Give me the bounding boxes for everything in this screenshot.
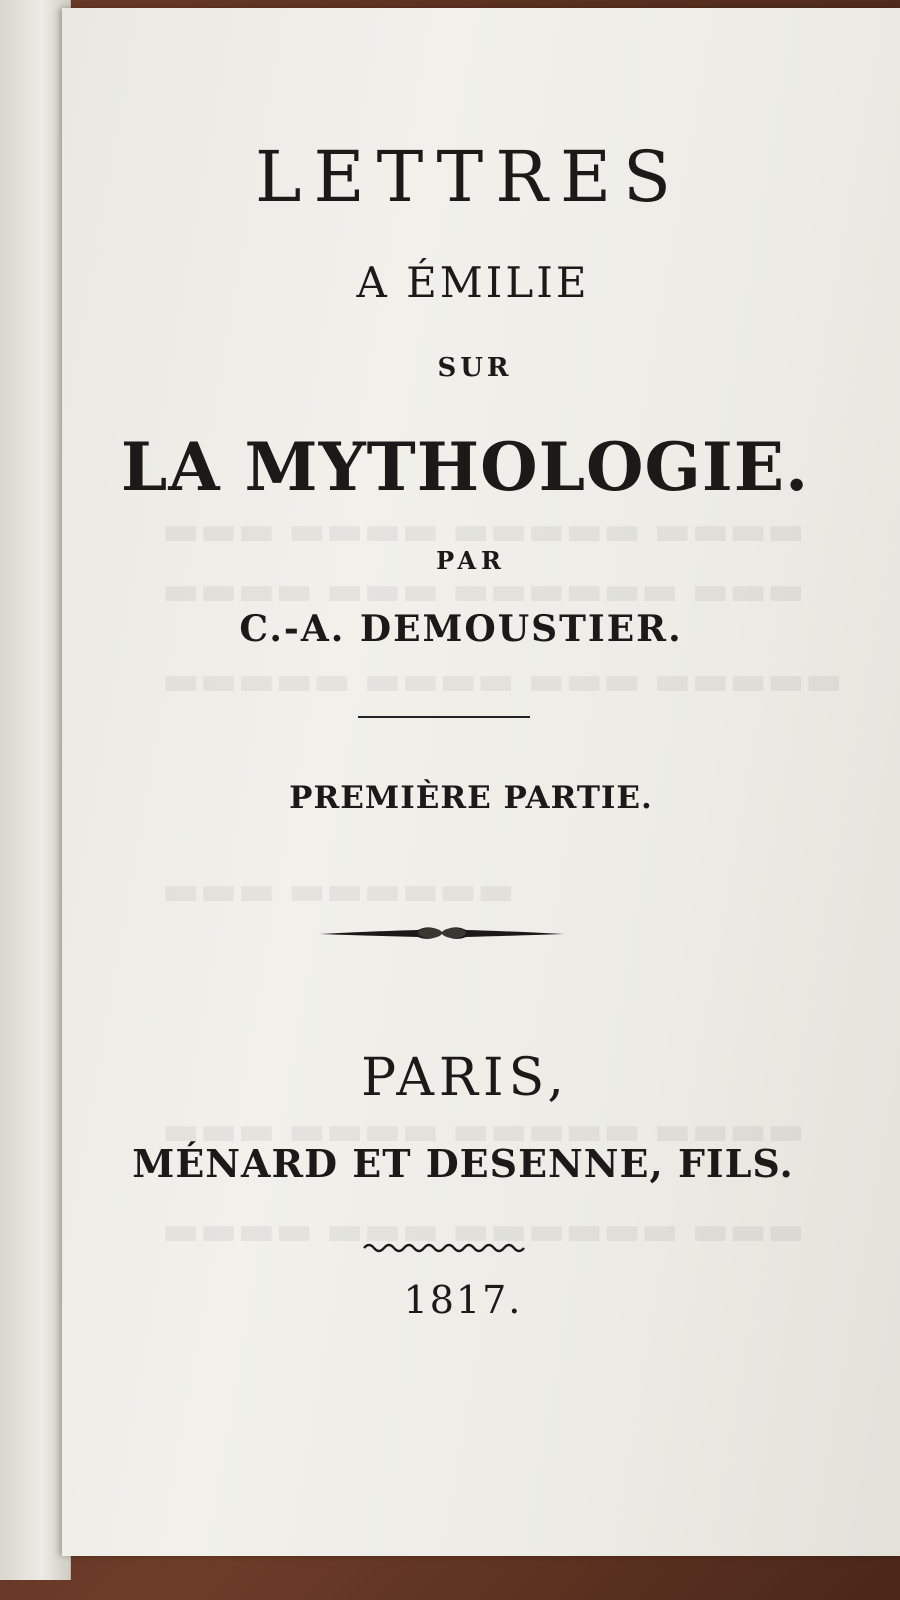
bleed-through-texture: ▬▬▬▬▬ ▬▬▬▬ ▬▬▬ ▬▬▬▬▬ <box>162 658 843 704</box>
title-line-lettres: LETTRES <box>254 136 684 218</box>
bleed-through-texture: ▬▬▬▬ ▬▬▬ ▬▬▬▬▬▬ ▬▬▬ <box>162 568 805 614</box>
title-page <box>62 8 900 1556</box>
wavy-rule-icon <box>362 1240 530 1254</box>
imprint-city: PARIS, <box>361 1048 569 1108</box>
byline-par: PAR <box>436 546 506 575</box>
printers-ornament-icon <box>318 918 566 946</box>
bleed-through-texture: ▬▬▬▬ ▬▬▬ ▬▬▬▬▬▬ ▬▬▬ <box>162 1208 805 1254</box>
title-line-sur: SUR <box>437 353 513 383</box>
imprint-year: 1817. <box>403 1278 523 1322</box>
imprint-publisher: MÉNARD ET DESENNE, FILS. <box>132 1141 794 1186</box>
facing-page-edge <box>0 0 71 1580</box>
bleed-through-texture: ▬▬▬ ▬▬▬▬ ▬▬▬▬▬ ▬▬▬▬ <box>162 508 805 554</box>
part-heading: PREMIÈRE PARTIE. <box>289 780 653 816</box>
bleed-through-texture: ▬▬▬ ▬▬▬▬ ▬▬▬▬▬ ▬▬▬▬ <box>162 1108 805 1154</box>
bleed-through-texture: ▬▬▬ ▬▬▬▬▬▬ <box>162 868 515 914</box>
horizontal-rule <box>358 716 530 718</box>
author-name: C.-A. DEMOUSTIER. <box>239 608 683 650</box>
title-line-la-mythologie: LA MYTHOLOGIE. <box>120 428 810 506</box>
title-line-a-emilie: A ÉMILIE <box>356 258 590 307</box>
